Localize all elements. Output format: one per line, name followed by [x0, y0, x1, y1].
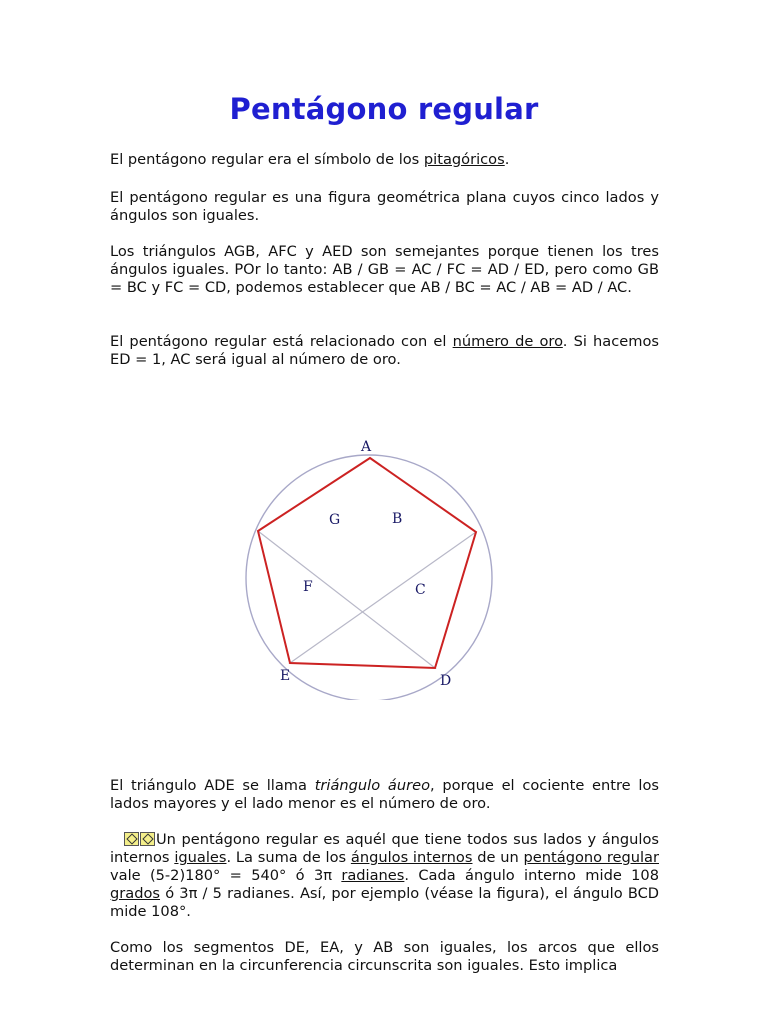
vertex-label-b: B [392, 511, 403, 527]
circumscribed-circle [246, 455, 492, 700]
paragraph-text: . [504, 151, 510, 168]
pentagon-figure [230, 430, 510, 700]
paragraph-text: , porque el cociente entre los lados mayores y el lado menor es el número de oro. [110, 777, 659, 812]
paragraph-text: El triángulo ADE se llama [110, 777, 315, 794]
pentagon-outline [258, 458, 476, 668]
paragraph-segmentos: Como los segmentos DE, EA, y AB son iguales, los arcos que ellos determinan en la circunferencia circunscrita son iguales. Esto implica [110, 939, 659, 974]
link-angulos-internos[interactable]: ángulos internos [350, 849, 473, 866]
vertex-label-a: A [361, 439, 372, 455]
paragraph-angulos [110, 831, 659, 921]
paragraph-text: Un pentágono regular es aquél que tiene todos sus lados y ángulos internos [110, 831, 659, 866]
paragraph-text: de un [472, 849, 524, 866]
link-icon[interactable] [140, 832, 155, 846]
paragraph-text: . Si hacemos ED = 1, AC será igual al número de oro. [110, 333, 659, 368]
paragraph-pitagoricos [110, 151, 659, 169]
page-title: Pentágono regular [229, 92, 539, 126]
link-iguales[interactable]: iguales [174, 849, 227, 866]
link-pitagoricos[interactable]: pitagóricos [423, 151, 505, 168]
vertex-label-f: F [303, 579, 313, 595]
paragraph-definicion: El pentágono regular es una figura geométrica plana cuyos cinco lados y ángulos son iguales. [110, 189, 659, 224]
paragraph-text: El pentágono regular era el símbolo de los [110, 151, 424, 168]
link-pentagono-regular[interactable]: pentágono regular [523, 849, 659, 866]
pentagon-diagram [230, 430, 510, 700]
link-icon[interactable] [124, 832, 139, 846]
link-numero-de-oro[interactable]: número de oro [452, 333, 563, 350]
link-radianes[interactable]: radianes [341, 867, 405, 884]
vertex-label-d: D [440, 673, 452, 689]
paragraph-text: . La suma de los [226, 849, 351, 866]
pentagram-star [258, 458, 476, 668]
vertex-label-e: E [280, 668, 291, 684]
paragraph-text: vale (5-2)180° = 540° ó 3π [110, 867, 342, 884]
paragraph-text: . Cada ángulo interno mide 108 [404, 867, 659, 884]
emphasis-triangulo-aureo: triángulo áureo [314, 777, 431, 794]
paragraph-triangulos: Los triángulos AGB, AFC y AED son semejantes porque tienen los tres ángulos iguales. POr lo tanto: AB / GB = AC / FC = AD / ED, pero como GB = BC y FC = CD, podemos establecer que AB / BC = AC / AB = AD / AC. [110, 243, 659, 296]
paragraph-triangulo-aureo [110, 777, 659, 813]
vertex-label-g: G [329, 512, 341, 528]
vertex-label-c: C [415, 582, 426, 598]
paragraph-text: El pentágono regular está relacionado con el [110, 333, 453, 350]
paragraph-text: ó 3π / 5 radianes. Así, por ejemplo (véase la figura), el ángulo BCD mide 108°. [110, 885, 659, 920]
link-grados[interactable]: grados [110, 885, 161, 902]
paragraph-numero-oro [110, 333, 659, 369]
